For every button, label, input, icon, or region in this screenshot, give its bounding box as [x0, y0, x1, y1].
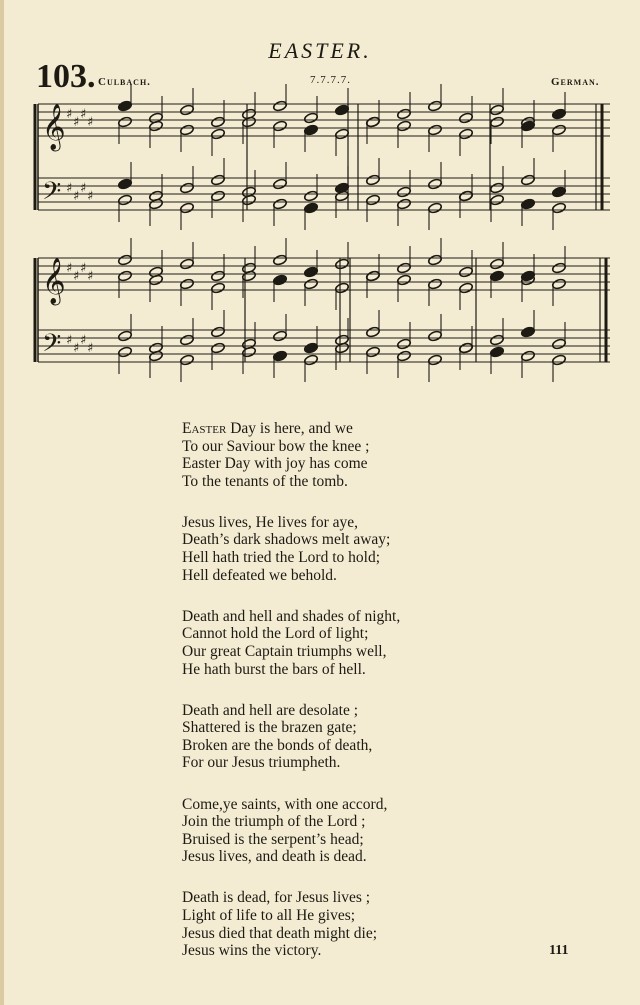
notehead	[397, 338, 412, 350]
meter: 7.7.7.7.	[310, 74, 351, 86]
verse-line: To our Saviour bow the knee ;	[182, 437, 370, 455]
notehead	[118, 270, 133, 282]
verse-line: Hell hath tried the Lord to hold;	[182, 549, 381, 567]
verse-line: Death and hell are desolate ;	[182, 701, 359, 719]
verse-line: To the tenants of the tomb.	[182, 472, 348, 490]
notehead	[118, 346, 133, 358]
sharp-icon: ♯	[80, 333, 87, 348]
notehead	[273, 120, 288, 132]
notehead	[490, 116, 505, 128]
notehead	[397, 274, 412, 286]
notehead	[273, 100, 288, 112]
notehead	[304, 354, 319, 366]
notehead	[304, 124, 319, 136]
tune-name: Culbach.	[98, 76, 151, 88]
verse-line: Join the triumph of the Lord ;	[182, 813, 366, 831]
sharp-icon: ♯	[80, 181, 87, 196]
notehead	[552, 262, 567, 274]
notehead	[490, 346, 505, 358]
notehead	[459, 266, 474, 278]
verse-line-text: Day is here, and we	[226, 420, 353, 437]
verse-line: Jesus lives, He lives for aye,	[182, 513, 359, 531]
bass-clef-icon: 𝄢	[42, 177, 62, 212]
sharp-icon: ♯	[73, 341, 80, 356]
verse-line: Jesus wins the victory.	[182, 942, 322, 960]
notehead	[304, 342, 319, 354]
notehead	[397, 198, 412, 210]
notehead	[366, 326, 381, 338]
notehead	[490, 194, 505, 206]
notehead	[273, 330, 288, 342]
notehead	[211, 326, 226, 338]
notehead	[304, 202, 319, 214]
notehead	[459, 112, 474, 124]
verse-line: Jesus lives, and death is dead.	[182, 848, 367, 866]
sharp-icon: ♯	[87, 269, 94, 284]
notehead	[273, 254, 288, 266]
notehead	[118, 254, 133, 266]
verse-line: Easter Day with joy has come	[182, 455, 368, 473]
tune-origin: German.	[551, 76, 600, 88]
sharp-icon: ♯	[73, 189, 80, 204]
notehead	[335, 258, 350, 270]
notehead	[397, 186, 412, 198]
verse-2	[182, 514, 400, 584]
notehead	[366, 270, 381, 282]
sharp-icon: ♯	[80, 107, 87, 122]
notehead	[521, 174, 536, 186]
notehead	[366, 174, 381, 186]
notehead	[397, 108, 412, 120]
sharp-icon: ♯	[66, 107, 73, 122]
verse-3	[182, 608, 400, 678]
notehead	[366, 116, 381, 128]
notehead	[459, 282, 474, 294]
verse-line: Come,ye saints, with one accord,	[182, 795, 388, 813]
notehead	[552, 124, 567, 136]
notehead	[118, 330, 133, 342]
bass-clef-icon: 𝄢	[42, 329, 62, 364]
notehead	[397, 120, 412, 132]
verse-line: Cannot hold the Lord of light;	[182, 625, 369, 643]
notehead	[211, 190, 226, 202]
notehead	[552, 186, 567, 198]
verse-line: Bruised is the serpent’s head;	[182, 830, 364, 848]
notehead	[428, 202, 443, 214]
verse-line: Broken are the bonds of death,	[182, 736, 373, 754]
verse-lead-word: Easter	[182, 420, 227, 437]
notehead	[459, 128, 474, 140]
notehead	[211, 342, 226, 354]
notehead	[490, 270, 505, 282]
verse-6	[182, 889, 400, 959]
verse-line: Death is dead, for Jesus lives ;	[182, 889, 371, 907]
notehead	[304, 266, 319, 278]
notehead	[366, 194, 381, 206]
notehead	[397, 350, 412, 362]
notehead	[552, 354, 567, 366]
notehead	[552, 338, 567, 350]
notehead	[273, 350, 288, 362]
notehead	[118, 194, 133, 206]
sharp-icon: ♯	[80, 261, 87, 276]
notehead	[459, 190, 474, 202]
verse-line: For our Jesus triumpheth.	[182, 754, 341, 772]
notehead	[273, 198, 288, 210]
notehead	[304, 278, 319, 290]
notehead	[211, 116, 226, 128]
page-number: 111	[549, 943, 569, 958]
notehead	[552, 202, 567, 214]
verse-4	[182, 702, 400, 772]
verse-line: He hath burst the bars of hell.	[182, 660, 366, 678]
sharp-icon: ♯	[87, 189, 94, 204]
notehead	[304, 190, 319, 202]
notehead	[490, 104, 505, 116]
notehead	[335, 282, 350, 294]
notehead	[428, 178, 443, 190]
verse-line: Shattered is the brazen gate;	[182, 719, 357, 737]
verse-line: Jesus died that death might die;	[182, 924, 378, 942]
notehead	[118, 100, 133, 112]
verse-line: Hell defeated we behold.	[182, 566, 337, 584]
treble-clef-icon: 𝄞	[42, 104, 66, 150]
notehead	[335, 128, 350, 140]
notehead	[273, 274, 288, 286]
notehead	[118, 116, 133, 128]
notehead	[211, 270, 226, 282]
notehead	[180, 124, 195, 136]
notehead	[366, 346, 381, 358]
sharp-icon: ♯	[87, 115, 94, 130]
verse-line	[182, 420, 400, 438]
verse-1	[182, 420, 400, 490]
page-title: EASTER.	[268, 38, 372, 63]
notehead	[428, 124, 443, 136]
notehead	[304, 112, 319, 124]
notehead	[211, 128, 226, 140]
notehead	[521, 350, 536, 362]
notehead	[428, 254, 443, 266]
notehead	[397, 262, 412, 274]
notehead	[521, 198, 536, 210]
sharp-icon: ♯	[73, 115, 80, 130]
sharp-icon: ♯	[66, 261, 73, 276]
hymn-text	[182, 420, 400, 983]
sharp-icon: ♯	[73, 269, 80, 284]
notehead	[428, 330, 443, 342]
notehead	[552, 278, 567, 290]
notehead	[490, 182, 505, 194]
sharp-icon: ♯	[66, 181, 73, 196]
notehead	[459, 342, 474, 354]
notehead	[180, 354, 195, 366]
notehead	[211, 174, 226, 186]
notehead	[180, 182, 195, 194]
hymn-number: 103.	[36, 58, 96, 95]
notehead	[211, 282, 226, 294]
notehead	[180, 258, 195, 270]
notehead	[273, 178, 288, 190]
notehead	[490, 334, 505, 346]
verse-line: Death and hell and shades of night,	[182, 607, 401, 625]
notehead	[521, 326, 536, 338]
verse-line: Our great Captain triumphs well,	[182, 642, 387, 660]
notehead	[335, 104, 350, 116]
verse-5	[182, 796, 400, 866]
verse-line: Light of life to all He gives;	[182, 906, 356, 924]
notehead	[180, 334, 195, 346]
music-score	[0, 0, 640, 400]
treble-clef-icon: 𝄞	[42, 258, 66, 304]
sharp-icon: ♯	[66, 333, 73, 348]
notehead	[180, 278, 195, 290]
notehead	[180, 202, 195, 214]
notehead	[490, 258, 505, 270]
notehead	[428, 100, 443, 112]
notehead	[428, 354, 443, 366]
verse-line: Death’s dark shadows melt away;	[182, 531, 391, 549]
notehead	[552, 108, 567, 120]
notehead	[428, 278, 443, 290]
notehead	[118, 178, 133, 190]
notehead	[180, 104, 195, 116]
sharp-icon: ♯	[87, 341, 94, 356]
